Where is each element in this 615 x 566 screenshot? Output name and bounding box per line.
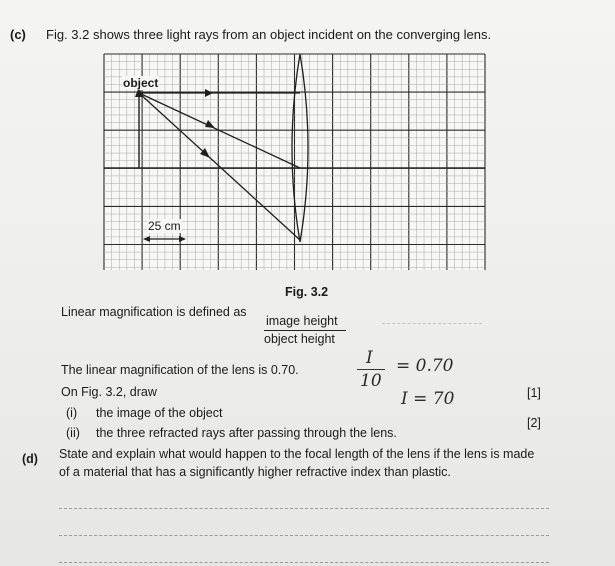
part-d-line-2: of a material that has a significantly higher refractive index than plastic. [59, 465, 451, 479]
answer-line-1 [59, 508, 549, 509]
fraction-numerator: image height [266, 314, 338, 328]
figure-caption: Fig. 3.2 [285, 285, 329, 299]
part-c-intro: Fig. 3.2 shows three light rays from an object incident on the converging lens. [46, 27, 492, 42]
part-d-line-1: State and explain what would happen to the focal length of the lens if the lens is made [59, 447, 535, 461]
item-i-marks: [1] [527, 386, 541, 400]
handwritten-equals-value: = 0.70 [396, 356, 454, 376]
part-c-label: (c) [10, 27, 26, 42]
handwritten-result: I = 70 [401, 389, 455, 409]
answer-line-3 [59, 562, 549, 563]
magnification-intro: Linear magnification is defined as [61, 305, 247, 319]
item-i-label: (i) [66, 406, 78, 420]
handwritten-fraction-bottom: 10 [360, 371, 382, 391]
answer-line-faint [382, 323, 482, 324]
part-d-label: (d) [22, 452, 38, 466]
magnification-value-text: The linear magnification of the lens is 0.70. [61, 363, 299, 377]
item-ii-text: the three refracted rays after passing through the lens. [96, 426, 397, 440]
fraction-denominator: object height [264, 332, 335, 346]
handwritten-fraction-bar [357, 369, 385, 370]
scale-label: 25 cm [148, 219, 181, 233]
item-ii-marks: [2] [527, 416, 541, 430]
handwritten-fraction-top: I [366, 348, 373, 368]
answer-line-2 [59, 535, 549, 536]
fraction-bar [264, 330, 346, 331]
item-i-text: the image of the object [96, 406, 223, 420]
object-label: object [123, 76, 159, 90]
item-ii-label: (ii) [66, 426, 80, 440]
draw-intro: On Fig. 3.2, draw [61, 385, 157, 399]
